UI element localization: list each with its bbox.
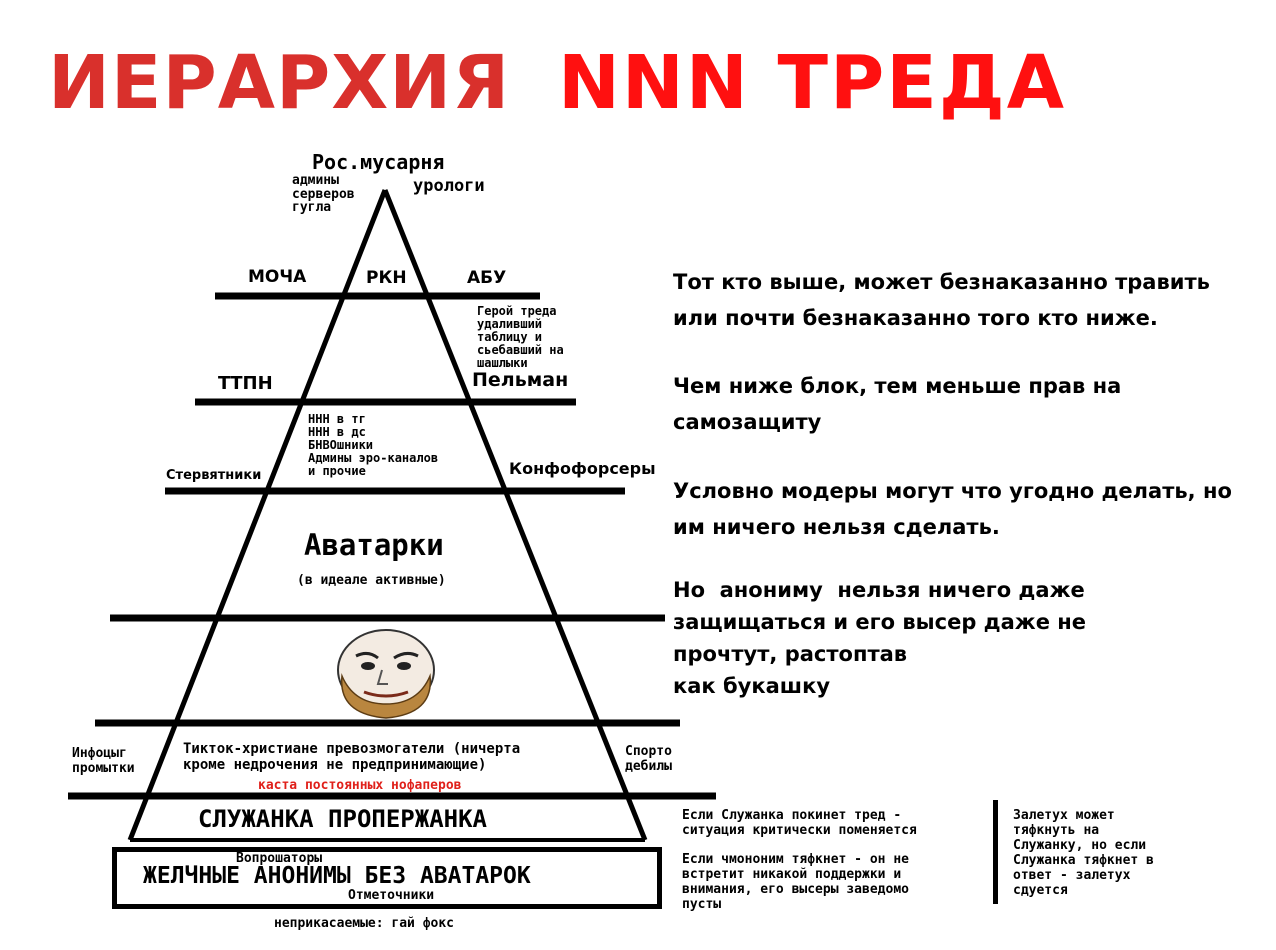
tier3-left-label: Стервятники	[166, 468, 262, 483]
note-sluzhanka-leaves: Если Служанка покинет тред - ситуация критически поменяется	[682, 808, 917, 838]
explanation-1: Тот кто выше, может безнаказанно травить или почти безнаказанно того кто ниже.	[673, 270, 1210, 330]
title-hierarchy: ИЕРАРХИЯ	[48, 40, 511, 126]
tier7-sluzhanka: СЛУЖАНКА ПРОПЕРЖАНКА	[198, 805, 487, 833]
tier6-right-label: Спорто дебилы	[625, 744, 672, 774]
tier3-center-list: ННН в тг ННН в дс БНВОшники Админы эро-каналов и прочие	[308, 412, 439, 478]
top-label-ros-musarnya: Рос.мусарня	[312, 150, 445, 174]
tier3-right-label: Конфофорсеры	[509, 459, 656, 478]
explanation-2: Чем ниже блок, тем меньше прав на самозащиту	[673, 374, 1122, 434]
tier2-right-label: Пельман	[472, 369, 569, 391]
notes-divider	[993, 800, 998, 904]
tier6-caste-label: каста постоянных нофаперов	[258, 778, 462, 793]
tier1-left-label: МОЧА	[248, 267, 307, 287]
tier2-hero-note: Герой треда удаливший таблицу и сьебавший на шашлыки	[477, 304, 564, 370]
tier6-tiktok-christians: Тикток-христиане превозмогатели (ничерта кроме недрочения не предпринимающие)	[183, 741, 521, 773]
tier1-center-label: РКН	[366, 268, 407, 288]
bearded-face-icon	[318, 626, 454, 720]
base-under-label: неприкасаемые: гай фокс	[274, 916, 455, 931]
tier4-avatarki: Аватарки	[304, 528, 444, 562]
tier2-left-label: ТТПН	[218, 373, 273, 394]
tier6-left-label: Инфоцыг промытки	[72, 746, 135, 776]
top-label-urologists: урологи	[413, 176, 485, 196]
note-zaletukh: Залетух может тяфкнуть на Служанку, но если Служанка тяфкнет в ответ - залетух сдуется	[1013, 808, 1154, 898]
title-nnn-thread: NNN ТРЕДА	[558, 40, 1066, 126]
base-above-label: Вопрошаторы	[236, 851, 323, 866]
tier1-right-label: АБУ	[467, 268, 507, 288]
explanation-3: Условно модеры могут что угодно делать, но им ничего нельзя сделать.	[673, 479, 1232, 539]
explanation-4: Но анониму нельзя ничего даже защищаться и его высер даже не прочтут, растоптав как букашку	[673, 578, 1087, 698]
base-below-label: Отметочники	[348, 888, 435, 903]
tier4-subtitle: (в идеале активные)	[297, 573, 446, 588]
note-chmononim: Если чмононим тяфкнет - он не встретит никакой поддержки и внимания, его высеры заведомо пусты	[682, 852, 909, 912]
base-main-label: ЖЕЛЧНЫЕ АНОНИМЫ БЕЗ АВАТАРОК	[143, 863, 531, 889]
top-label-google-admins: админы серверов гугла	[292, 173, 355, 216]
